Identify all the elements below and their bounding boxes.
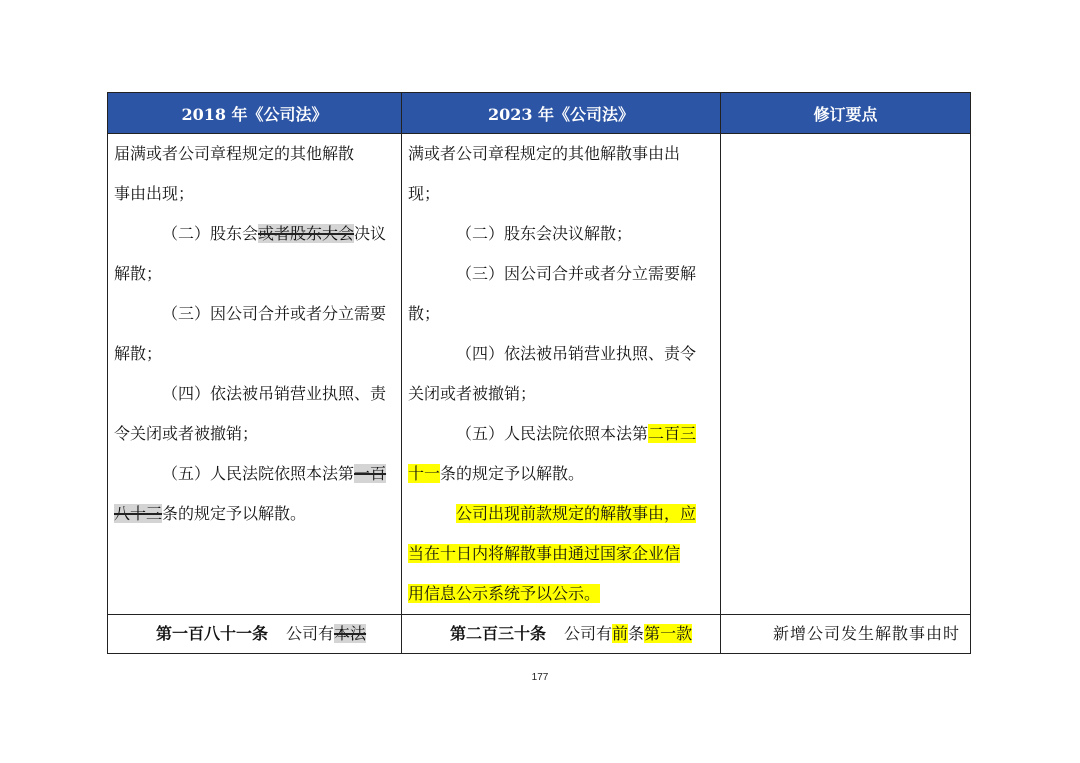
text-line: [114, 454, 395, 494]
revision-note: 新增公司发生解散事由时: [772, 624, 960, 643]
deleted-text: 本法: [334, 624, 367, 643]
text-segment: （五）人民法院依照本法第: [162, 464, 355, 483]
text-line: 现；: [408, 184, 441, 203]
added-text: 第一款: [644, 624, 693, 643]
cell-2018-article: [108, 615, 402, 654]
text-segment: 条: [628, 624, 645, 643]
text-segment: 条的规定予以解散。: [440, 464, 585, 483]
text-line: 散；: [408, 304, 441, 323]
text-line: [408, 454, 714, 494]
article-number: 第一百八十一条: [156, 624, 269, 643]
added-text: 公司出现前款规定的解散事由，应: [456, 504, 697, 523]
text-line: （三）因公司合并或者分立需要: [162, 304, 387, 323]
table-header-row: [108, 93, 971, 134]
text-line: [408, 534, 714, 574]
cell-revision-note: [721, 615, 971, 654]
text-line: （四）依法被吊销营业执照、责令: [456, 344, 697, 363]
comparison-table: [107, 92, 971, 654]
cell-2023-article: [402, 615, 721, 654]
added-text: 当在十日内将解散事由通过国家企业信: [408, 544, 681, 563]
text-line: （三）因公司合并或者分立需要解: [456, 264, 697, 283]
added-text: 二百三: [648, 424, 697, 443]
text-line: 满或者公司章程规定的其他解散事由出: [408, 144, 681, 163]
header-2023-law: 2023 年《公司法》: [402, 93, 721, 134]
table-row: [108, 615, 971, 654]
text-line: [114, 214, 395, 254]
added-text: 前: [612, 624, 629, 643]
text-line: 关闭或者被撤销；: [408, 384, 537, 403]
text-line: （四）依法被吊销营业执照、责: [162, 384, 387, 403]
text-segment: （五）人民法院依照本法第: [456, 424, 649, 443]
text-line: [408, 574, 714, 614]
article-number: 第二百三十条: [450, 624, 547, 643]
text-segment: 公司有: [286, 624, 335, 643]
header-2018-law: 2018 年《公司法》: [108, 93, 402, 134]
cell-revision-points: [721, 134, 971, 615]
deleted-text: 一百: [354, 464, 387, 483]
text-line: 解散；: [114, 264, 163, 283]
table-row: [108, 134, 971, 615]
text-line: [408, 414, 714, 454]
text-line: 届满或者公司章程规定的其他解散: [114, 144, 355, 163]
page-number: 177: [531, 672, 549, 683]
deleted-text: 或者股东大会: [258, 224, 355, 243]
cell-2023-text: [402, 134, 721, 615]
text-line: 事由出现；: [114, 184, 195, 203]
header-revision-points: 修订要点: [721, 93, 971, 134]
text-line: [402, 615, 720, 653]
deleted-text: 八十三: [114, 504, 163, 523]
text-segment: 条的规定予以解散。: [162, 504, 307, 523]
text-line: [108, 615, 401, 653]
text-line: 令关闭或者被撤销；: [114, 424, 259, 443]
text-segment: 公司有: [564, 624, 613, 643]
text-line: [408, 494, 714, 534]
text-segment: 决议: [354, 224, 387, 243]
text-line: [114, 494, 395, 534]
text-line: 解散；: [114, 344, 163, 363]
text-line: （二）股东会决议解散；: [456, 224, 633, 243]
cell-2018-text: [108, 134, 402, 615]
added-text: 用信息公示系统予以公示。: [408, 584, 601, 603]
text-segment: （二）股东会: [162, 224, 259, 243]
added-text: 十一: [408, 464, 441, 483]
